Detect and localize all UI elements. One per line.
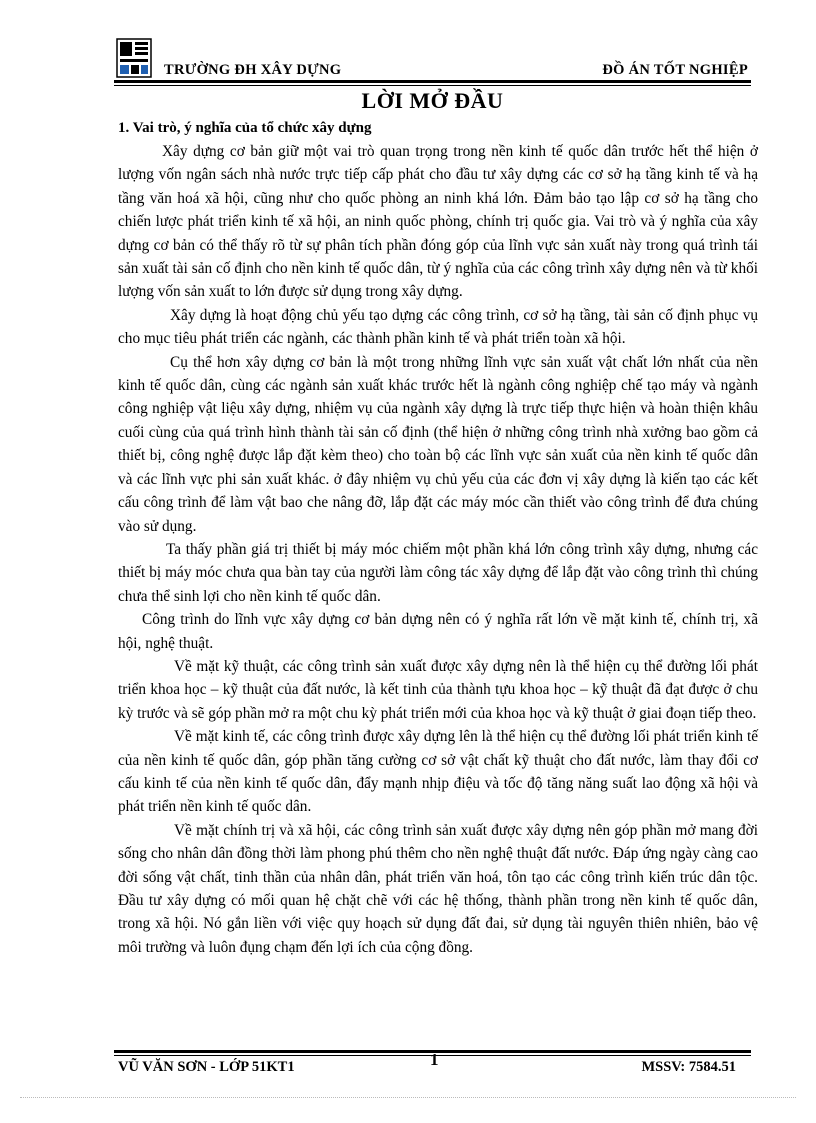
paragraph: Cụ thể hơn xây dựng cơ bản là một trong những lĩnh vực sản xuất vật chất lớn nhất của nền kinh tế quốc dân, cùng các ngành sản xuất khác trước hết là ngành công nghiệp chế tạo máy và ngành công nghiệp vật liệu xây dựng, nhiệm vụ của ngành xây dựng là trực tiếp thực hiện và hoàn thiện khâu cuối cùng của quá trình hình thành tài sản cố định (thể hiện ở những công trình nhà xưởng bao gồm cả thiết bị, công nghệ được lắp đặt kèm theo) cho toàn bộ các lĩnh vực sản xuất của nền kinh tế quốc dân và các lĩnh vực phi sản xuất khác. ở đây nhiệm vụ chủ yếu của các đơn vị xây dựng là kiến tạo các kết cấu công trình để làm vật bao che nâng đỡ, lắp đặt các máy móc cần thiết vào công trình để đưa chúng vào sử dụng. xyxy=(118,353,758,535)
body-text xyxy=(118,140,758,959)
paragraph: Về mặt kỹ thuật, các công trình sản xuất được xây dựng nên là thể hiện cụ thể đường lối phát triển khoa học – kỹ thuật của đất nước, là kết tinh của thành tựu khoa học – kỹ thuật đã đạt được ở chu kỳ trước và sẽ góp phần mở ra một chu kỳ phát triển mới của khoa học và kỹ thuật ở giai đoạn tiếp theo. xyxy=(118,657,758,722)
paragraph: Về mặt kinh tế, các công trình được xây dựng lên là thể hiện cụ thể đường lối phát triển kinh tế của nền kinh tế quốc dân, góp phần tăng cường cơ sở vật chất kỹ thuật cho đất nước, làm thay đổi cơ cấu kinh tế của nền kinh tế quốc dân, đẩy mạnh nhịp điệu và tốc độ tăng năng suất lao động xã hội và phát triển nền kinh tế quốc dân. xyxy=(118,728,758,816)
page-bottom-dotted-line xyxy=(20,1097,796,1098)
header-divider xyxy=(114,80,751,83)
header-school-name: TRƯỜNG ĐH XÂY DỰNG xyxy=(164,62,342,78)
section-heading: 1. Vai trò, ý nghĩa của tổ chức xây dựng xyxy=(118,120,372,136)
university-logo-icon xyxy=(116,38,152,78)
paragraph: Xây dựng cơ bản giữ một vai trò quan trọng trong nền kinh tế quốc dân trước hết thể hiện ở lượng vốn ngân sách nhà nước trực tiếp cấp phát cho đầu tư xây dựng các cơ sở hạ tầng kinh tế và hạ tầng văn hoá xã hội, cũng như cho quốc phòng an ninh khá lớn. Đảm bảo tạo lập cơ sở hạ tầng cho chiến lược phát triển kinh tế xã hội, an ninh quốc phòng, chính trị quốc gia. Vai trò và ý nghĩa của xây dựng cơ bản có thể thấy rõ từ sự phân tích phần đóng góp của lĩnh vực sản xuất này trong quá trình tái sản xuất tài sản cố định cho nền kinh tế quốc dân, từ ý nghĩa của các công trình xây dựng nên và từ khối lượng vốn sản xuất to lớn được sử dụng trong xây dựng. xyxy=(118,143,758,301)
header-document-type: ĐỒ ÁN TỐT NGHIỆP xyxy=(602,62,748,78)
page-title: LỜI MỞ ĐẦU xyxy=(361,88,504,113)
paragraph: Công trình do lĩnh vực xây dựng cơ bản dựng nên có ý nghĩa rất lớn về mặt kinh tế, chính trị, xã hội, nghệ thuật. xyxy=(118,611,758,652)
paragraph: Về mặt chính trị và xã hội, các công trình sản xuất được xây dựng nên góp phần mở mang đời sống cho nhân dân đồng thời làm phong phú thêm cho nền nghệ thuật đất nước. Đáp ứng ngày càng cao đời sống vật chất, tinh thần của nhân dân, phát triển văn hoá, tôn tạo các công trình kiến trúc dân tộc. Đầu tư xây dựng có mối quan hệ chặt chẽ với các hệ thống, thành phần trong nền kinh tế quốc dân, trong xã hội. Nó gắn liền với việc quy hoạch sử dụng đất đai, sử dụng tài nguyên thiên nhiên, bảo vệ môi trường và luôn đụng chạm đến lợi ích của cộng đồng. xyxy=(118,821,758,956)
page-number: 1 xyxy=(430,1050,439,1069)
paragraph: Xây dựng là hoạt động chủ yếu tạo dựng các công trình, cơ sở hạ tầng, tài sản cố định phục vụ cho mục tiêu phát triển các ngành, các thành phần kinh tế và phát triển toàn xã hội. xyxy=(118,306,758,348)
footer-author: VŨ VĂN SƠN - LỚP 51KT1 xyxy=(118,1059,295,1075)
header-divider-thin xyxy=(114,85,751,86)
footer-student-id: MSSV: 7584.51 xyxy=(641,1059,736,1075)
paragraph: Ta thấy phần giá trị thiết bị máy móc chiếm một phần khá lớn công trình xây dựng, nhưng các thiết bị máy móc chưa qua bàn tay của người làm công tác xây dựng để lắp đặt vào công trình thì chúng chưa thể sinh lợi cho nền kinh tế quốc dân. xyxy=(118,540,758,605)
